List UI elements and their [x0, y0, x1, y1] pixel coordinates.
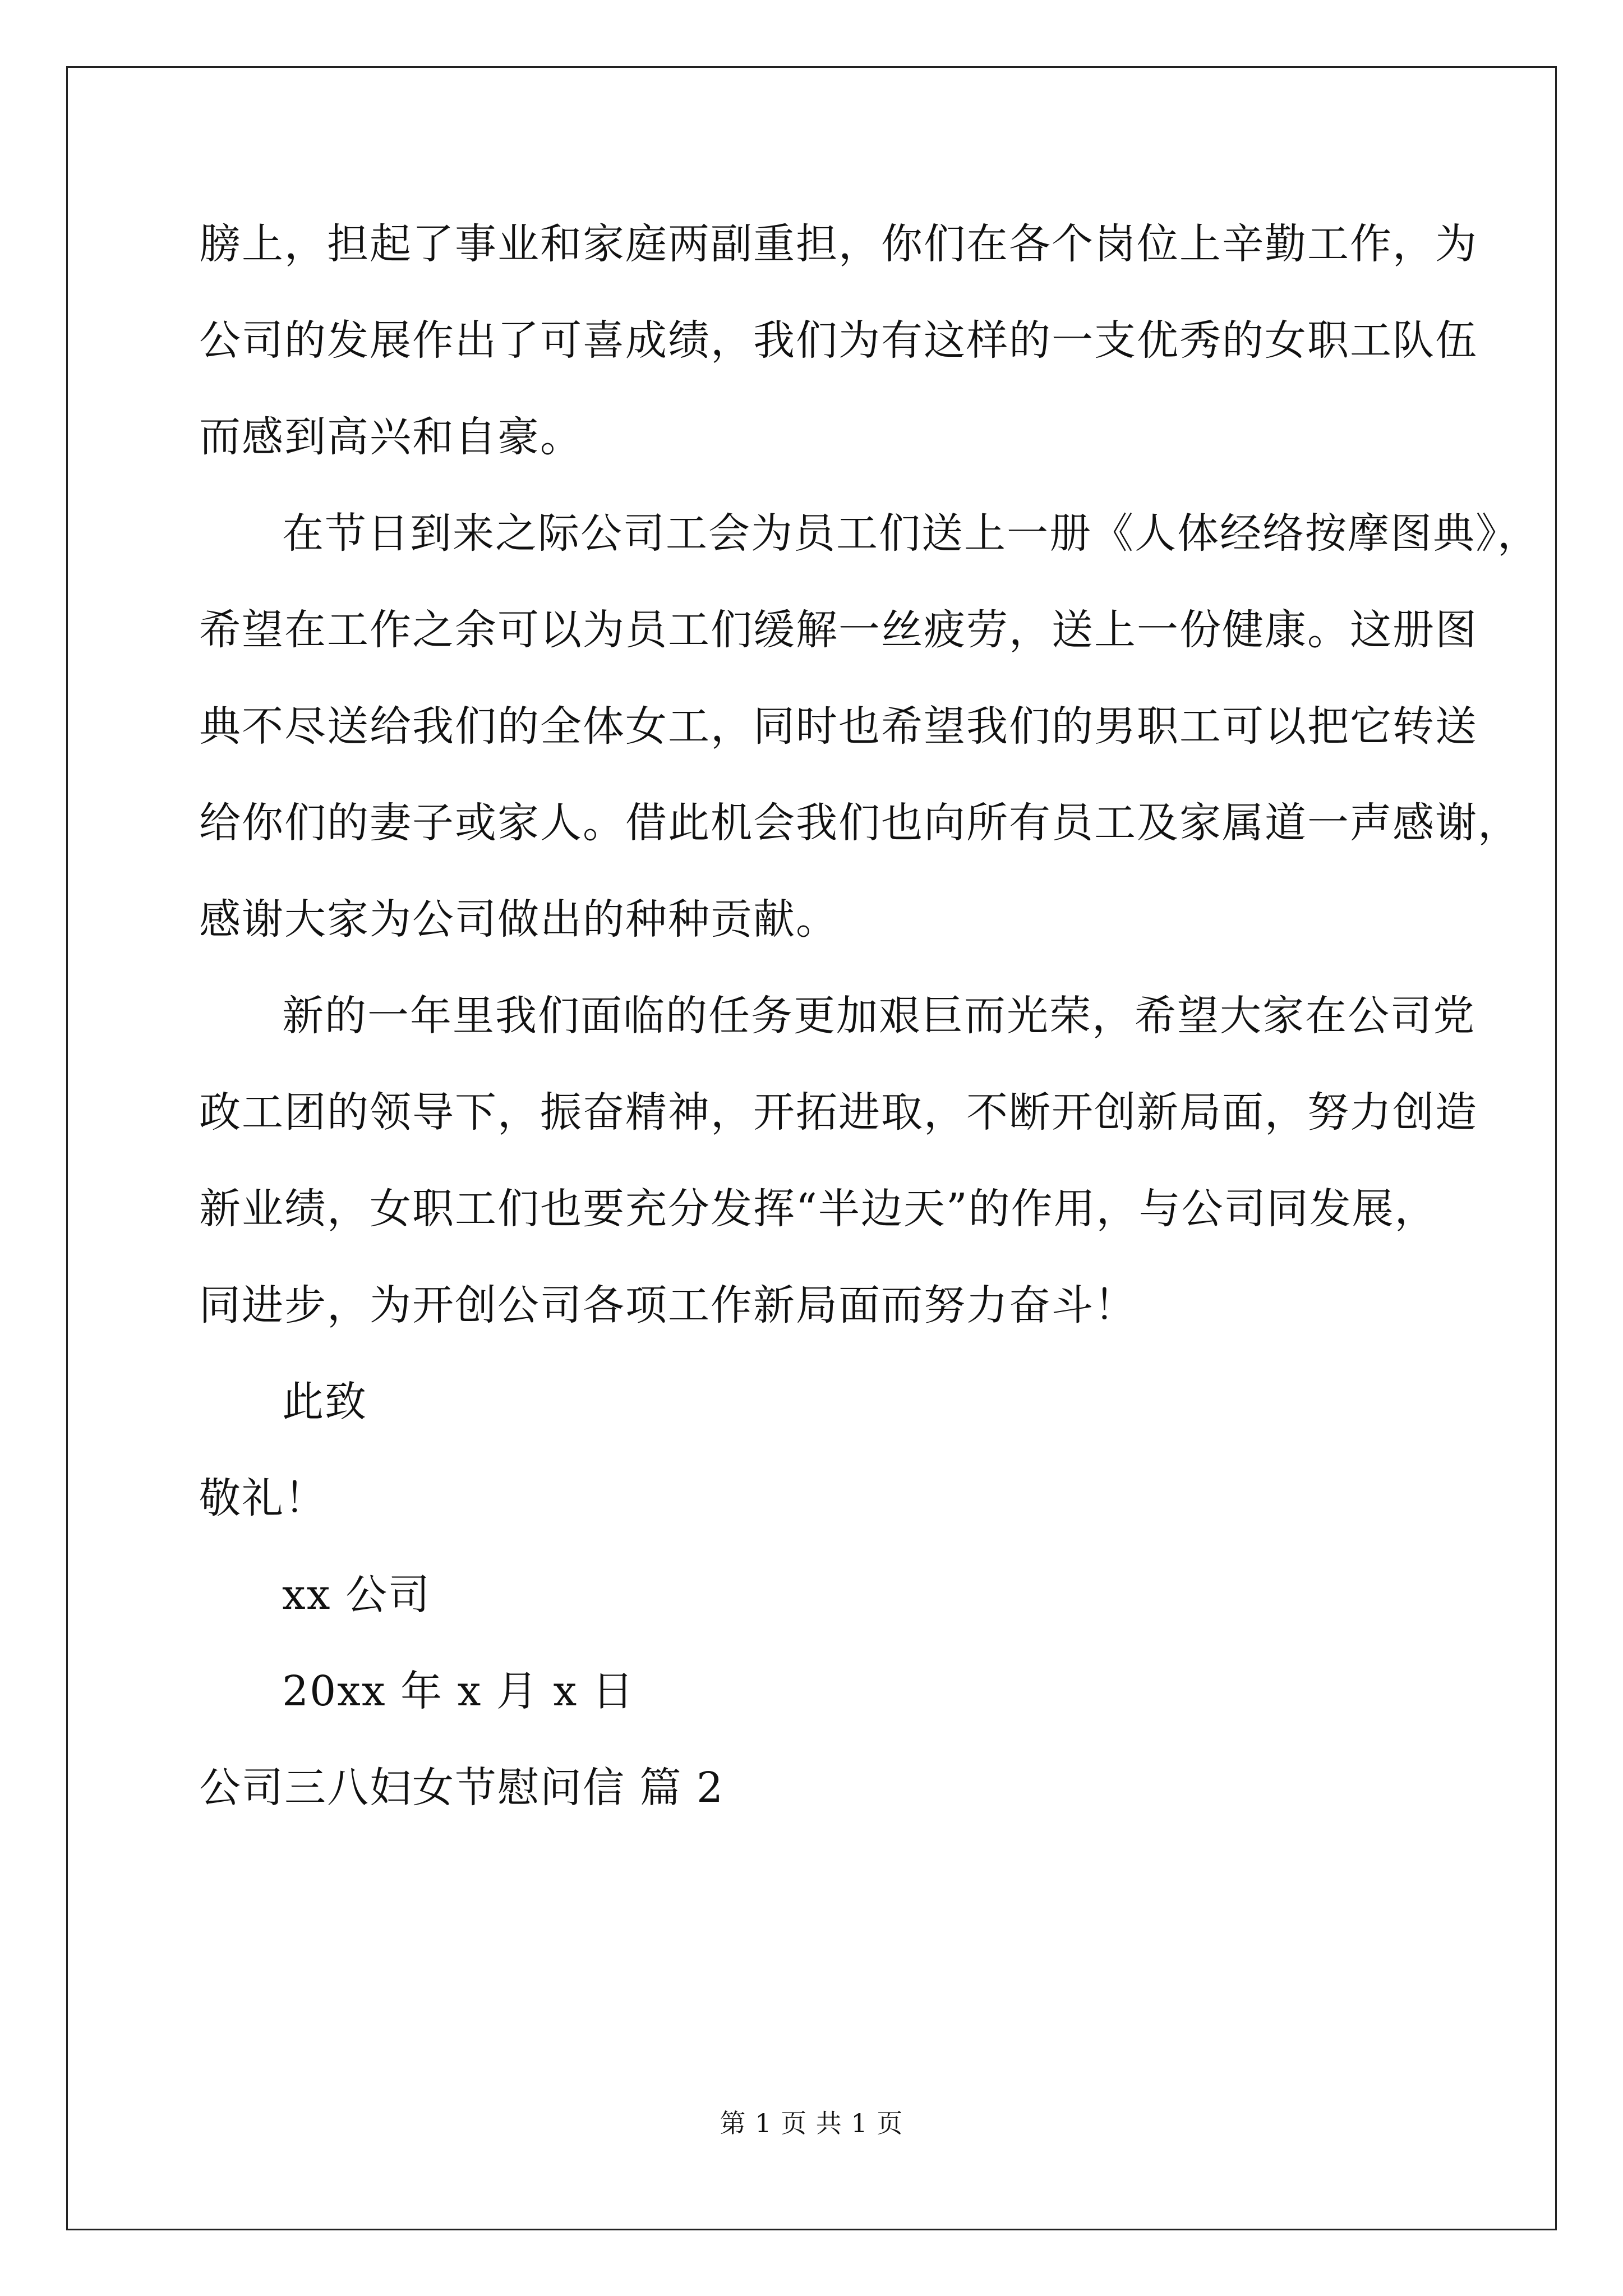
signature-company: xx 公司 [282, 1571, 431, 1619]
paragraph-line: 给你们的妻子或家人。借此机会我们也向所有员工及家属道一声感谢， [199, 799, 1520, 847]
paragraph-line: 新的一年里我们面临的任务更加艰巨而光荣，希望大家在公司党 [282, 992, 1476, 1040]
paragraph-line: 公司的发展作出了可喜成绩，我们为有这样的一支优秀的女职工队伍 [199, 316, 1478, 365]
paragraph-line: 新业绩，女职工们也要充分发挥“半边天”的作用，与公司同发展， [199, 1185, 1437, 1233]
paragraph-line: 希望在工作之余可以为员工们缓解一丝疲劳，送上一份健康。这册图 [199, 606, 1478, 654]
paragraph-line: 而感到高兴和自豪。 [199, 413, 583, 461]
paragraph-line: 典不尽送给我们的全体女工，同时也希望我们的男职工可以把它转送 [199, 702, 1478, 751]
paragraph-line: 在节日到来之际公司工会为员工们送上一册《人体经络按摩图典》， [282, 509, 1540, 558]
closing-salutation: 此致 [282, 1378, 367, 1426]
section-heading: 公司三八妇女节慰问信 篇 2 [199, 1764, 725, 1812]
paragraph-line: 感谢大家为公司做出的种种贡献。 [199, 895, 838, 944]
paragraph-line: 膀上，担起了事业和家庭两副重担，你们在各个岗位上辛勤工作，为 [199, 220, 1478, 268]
closing-regards: 敬礼！ [199, 1474, 327, 1522]
signature-date: 20xx 年 x 月 x 日 [282, 1667, 635, 1715]
paragraph-line: 同进步，为开创公司各项工作新局面而努力奋斗！ [199, 1281, 1137, 1329]
page-footer: 第 1 页 共 1 页 [720, 2108, 903, 2138]
page-border [66, 66, 1557, 2230]
paragraph-line: 政工团的领导下，振奋精神，开拓进取，不断开创新局面，努力创造 [199, 1088, 1478, 1137]
